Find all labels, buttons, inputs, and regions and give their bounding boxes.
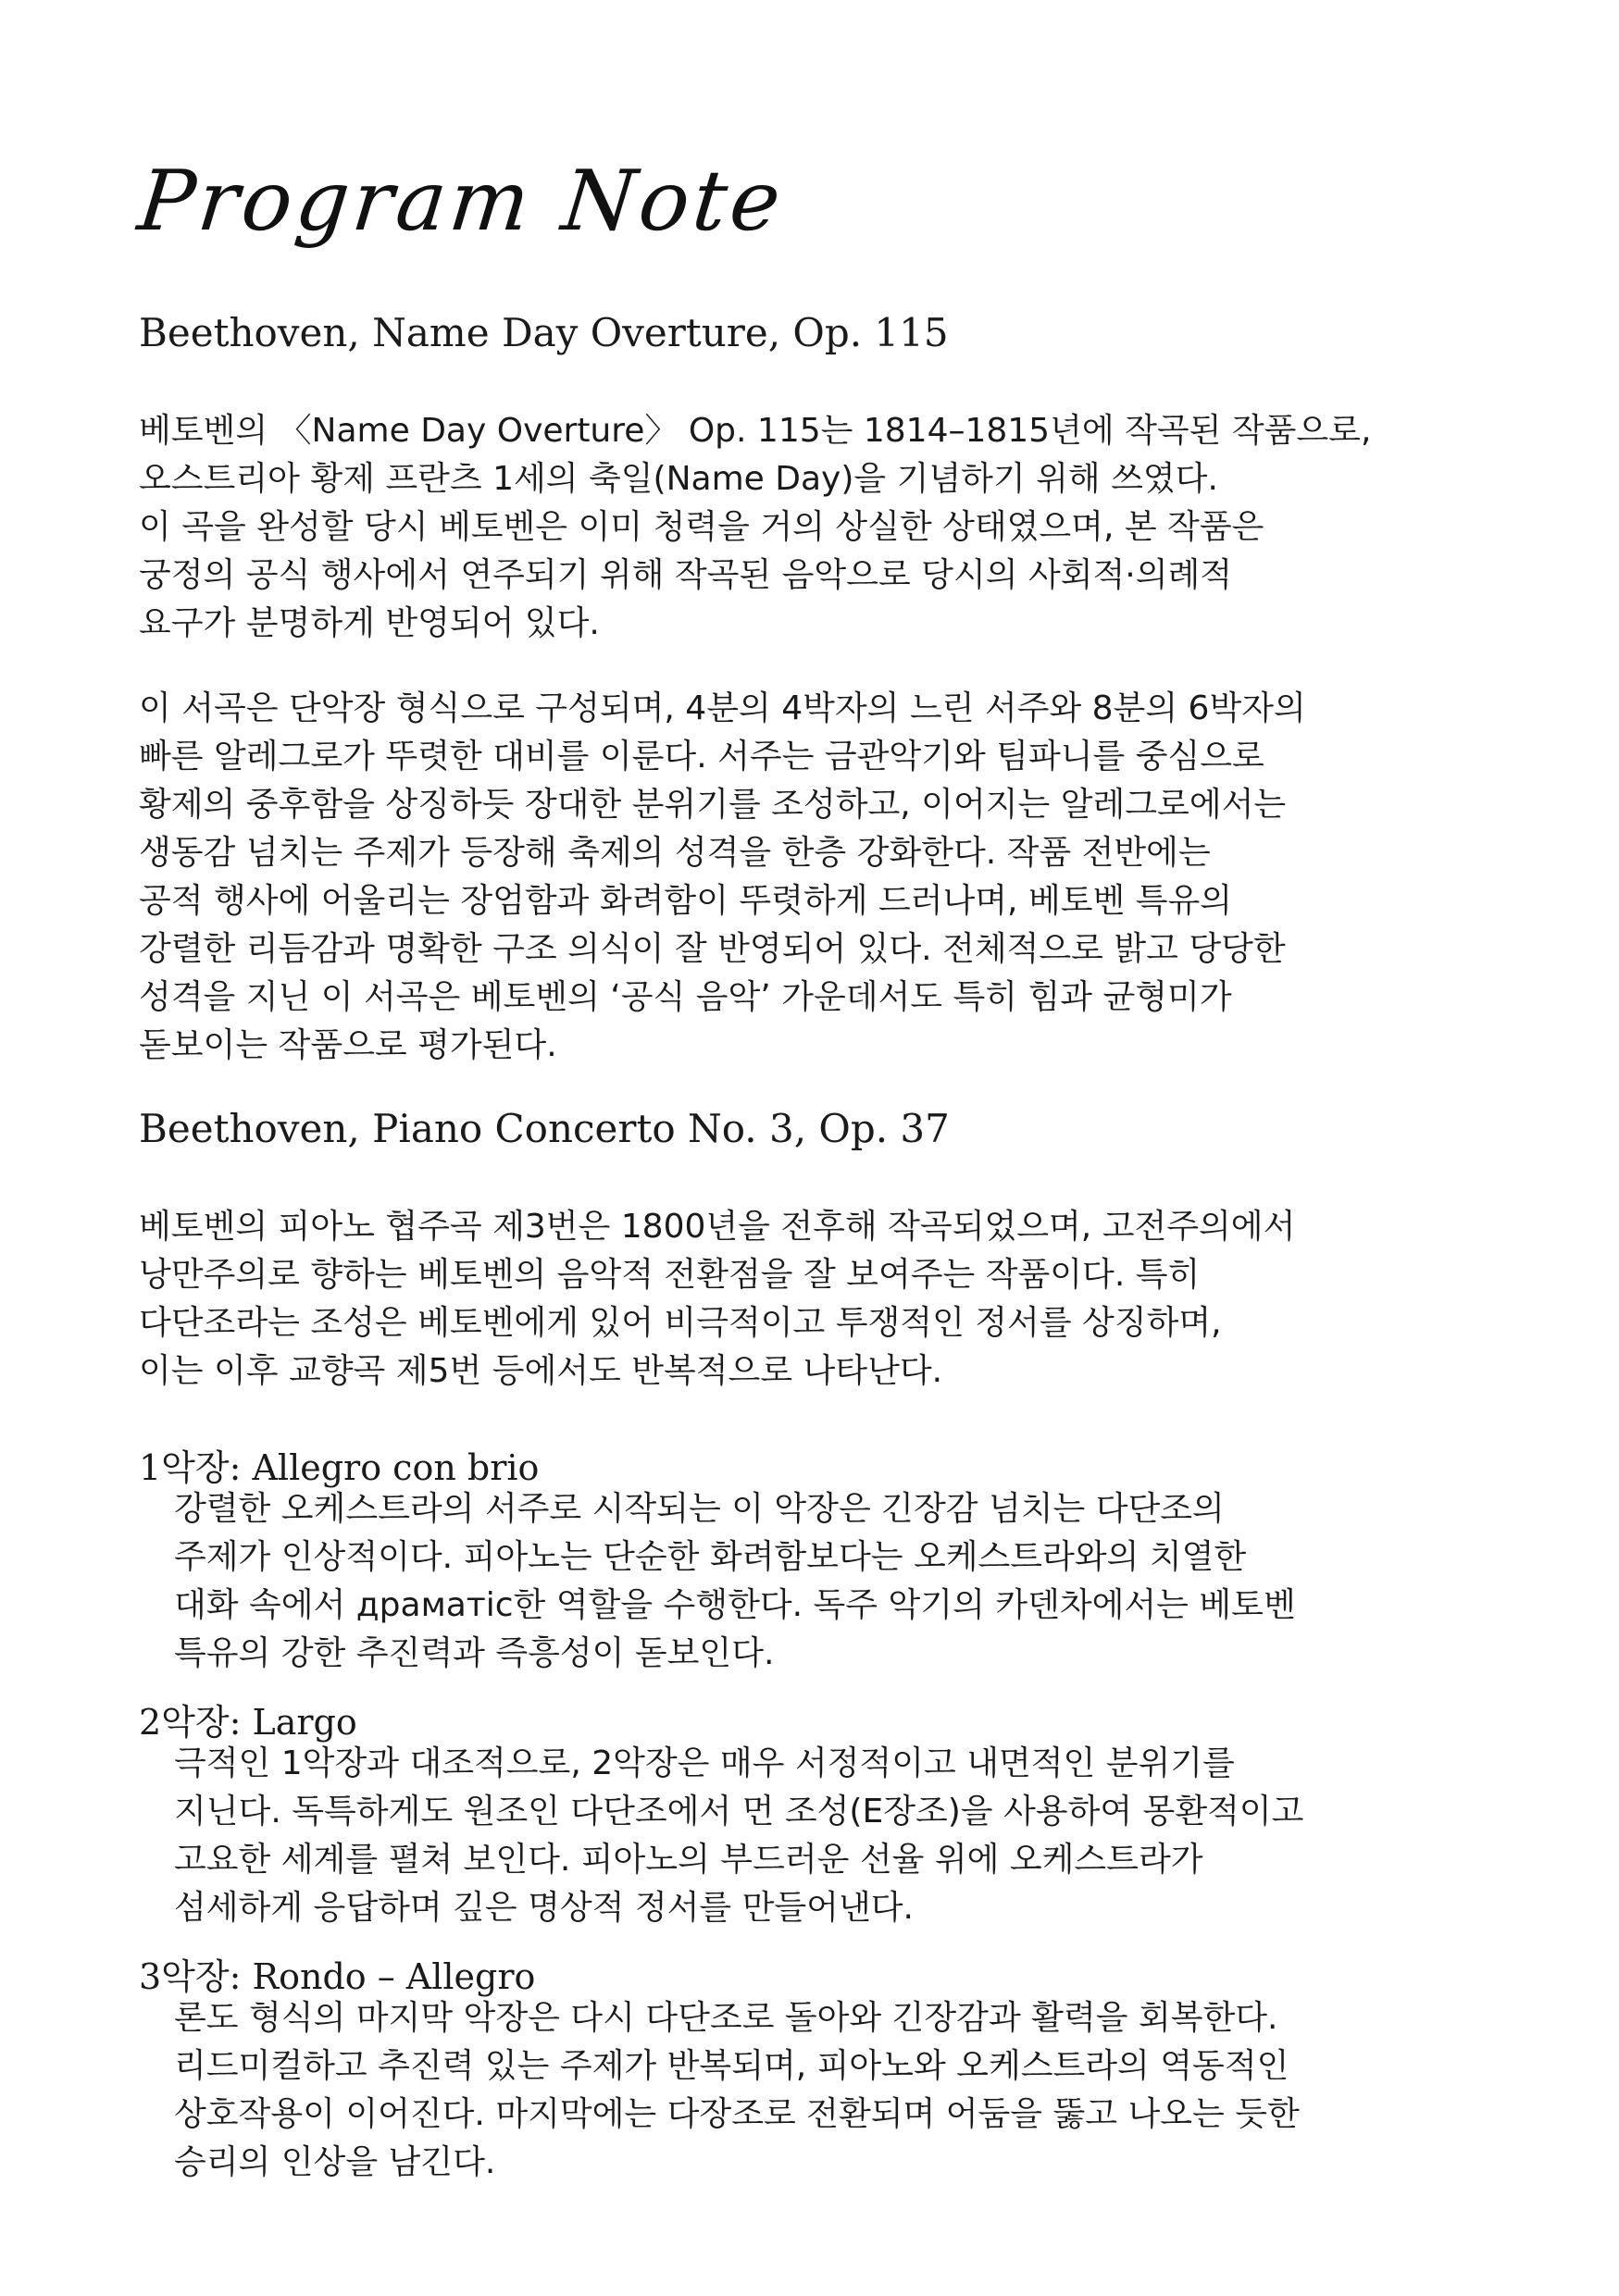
- text-line: 지닌다. 독특하게도 원조인 다단조에서 먼 조성(E장조)을 사용하여 몽환적이고: [174, 1793, 1304, 1831]
- text-line: 다단조라는 조성은 베토벤에게 있어 비극적이고 투쟁적인 정서를 상징하며,: [139, 1304, 1222, 1342]
- text-line: 이는 이후 교향곡 제5번 등에서도 반복적으로 나타난다.: [139, 1352, 943, 1390]
- text-line: 황제의 중후함을 상징하듯 장대한 분위기를 조성하고, 이어지는 알레그로에서는: [139, 786, 1287, 824]
- concerto-intro-paragraph: [139, 1203, 1490, 1396]
- text-line: 베토벤의 〈Name Day Overture〉 Op. 115는 1814–1815년에 작곡된 작품으로,: [139, 412, 1372, 450]
- page-title: Program Note: [133, 153, 789, 250]
- text-line: 요구가 분명하게 반영되어 있다.: [139, 604, 600, 642]
- text-line: 특유의 강한 추진력과 즉흥성이 돋보인다.: [174, 1634, 775, 1672]
- text-line: 생동감 넘치는 주제가 등장해 축제의 성격을 한층 강화한다. 작품 전반에는: [139, 834, 1211, 872]
- movement-3-text: [174, 1994, 1488, 2187]
- text-line: 베토벤의 피아노 협주곡 제3번은 1800년을 전후해 작곡되었으며, 고전주의에서: [139, 1208, 1296, 1246]
- text-line: 강렬한 리듬감과 명확한 구조 의식이 잘 반영되어 있다. 전체적으로 밝고 당당한: [139, 930, 1286, 968]
- text-line: 극적인 1악장과 대조적으로, 2악장은 매우 서정적이고 내면적인 분위기를: [174, 1744, 1235, 1782]
- movement-1-text: [174, 1485, 1488, 1678]
- text-line: 공적 행사에 어울리는 장엄함과 화려함이 뚜렷하게 드러나며, 베토벤 특유의: [139, 882, 1233, 920]
- text-line: 승리의 인상을 남긴다.: [174, 2143, 496, 2181]
- text-line: 강렬한 오케스트라의 서주로 시작되는 이 악장은 긴장감 넘치는 다단조의: [174, 1490, 1225, 1528]
- text-line: 대화 속에서 драматіс한 역할을 수행한다. 독주 악기의 카덴차에서는 베토벤: [174, 1586, 1296, 1624]
- text-line: 돋보이는 작품으로 평가된다.: [139, 1026, 557, 1064]
- section-heading-name-day-overture: Beethoven, Name Day Overture, Op. 115: [139, 310, 949, 355]
- text-line: 주제가 인상적이다. 피아노는 단순한 화려함보다는 오케스트라와의 치열한: [174, 1538, 1247, 1576]
- text-line: 오스트리아 황제 프란츠 1세의 축일(Name Day)을 기념하기 위해 쓰였다.: [139, 460, 1218, 498]
- text-line: 성격을 지닌 이 서곡은 베토벤의 ‘공식 음악’ 가운데서도 특히 힘과 균형미가: [139, 978, 1232, 1016]
- movement-2-heading: 2악장: Largo: [139, 1702, 357, 1743]
- text-line: 리드미컬하고 추진력 있는 주제가 반복되며, 피아노와 오케스트라의 역동적인: [174, 2047, 1289, 2085]
- movement-2-text: [174, 1740, 1488, 1932]
- movement-3-heading: 3악장: Rondo – Allegro: [139, 1956, 536, 1997]
- overture-paragraph-2: [139, 685, 1490, 1070]
- text-line: 이 서곡은 단악장 형식으로 구성되며, 4분의 4박자의 느린 서주와 8분의 6박자의: [139, 689, 1306, 727]
- text-line: 섬세하게 응답하며 깊은 명상적 정서를 만들어낸다.: [174, 1889, 914, 1927]
- text-line: 고요한 세계를 펼쳐 보인다. 피아노의 부드러운 선율 위에 오케스트라가: [174, 1841, 1203, 1879]
- text-line: 궁정의 공식 행사에서 연주되기 위해 작곡된 음악으로 당시의 사회적·의례적: [139, 556, 1233, 594]
- text-line: 빠른 알레그로가 뚜렷한 대비를 이룬다. 서주는 금관악기와 팀파니를 중심으로: [139, 738, 1264, 776]
- text-line: 상호작용이 이어진다. 마지막에는 다장조로 전환되며 어둠을 뚫고 나오는 듯한: [174, 2095, 1300, 2133]
- overture-paragraph-1: [139, 407, 1490, 648]
- section-heading-piano-concerto-3: Beethoven, Piano Concerto No. 3, Op. 37: [139, 1106, 950, 1151]
- text-line: 이 곡을 완성할 당시 베토벤은 이미 청력을 거의 상실한 상태였으며, 본 작품은: [139, 508, 1264, 546]
- text-line: 론도 형식의 마지막 악장은 다시 다단조로 돌아와 긴장감과 활력을 회복한다.: [174, 1999, 1278, 2037]
- movement-1-heading: 1악장: Allegro con brio: [139, 1447, 540, 1488]
- text-line: 낭만주의로 향하는 베토벤의 음악적 전환점을 잘 보여주는 작품이다. 특히: [139, 1256, 1201, 1294]
